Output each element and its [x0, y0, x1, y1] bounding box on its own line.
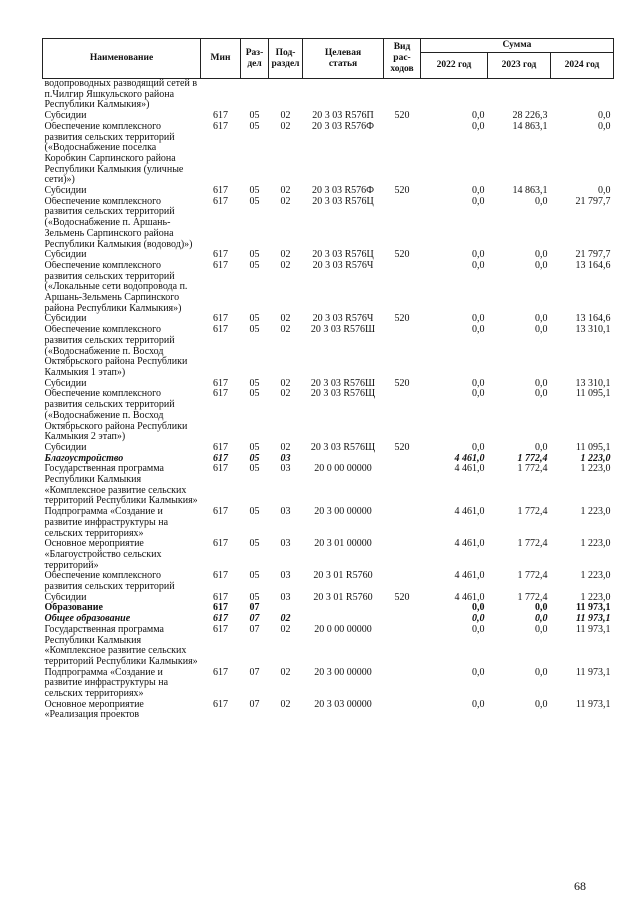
row-podrazdel [269, 603, 303, 614]
table-row [43, 250, 614, 261]
row-target-article: 20 3 03 R576Щ [310, 442, 376, 453]
row-sum-2023: 14 863,1 [512, 121, 548, 132]
header-min: Мин [201, 39, 241, 79]
row-razdel: 05 [249, 464, 260, 475]
row-podrazdel: 02 [280, 667, 291, 678]
row-name: Обеспечение комплексного развития сельских территорий («Водоснабжение поселка Коробкин Сарпинского района Республики Калмыкия (уличные сети)») [44, 121, 184, 186]
row-sum-2022: 0,0 [472, 250, 485, 261]
row-expense-type [384, 464, 421, 507]
row-sum-2023: 1 772,4 [517, 539, 548, 550]
row-razdel: 07 [249, 624, 260, 635]
table-row [43, 571, 614, 592]
table-row [43, 454, 614, 465]
row-sum-2024: 11 973,1 [575, 624, 611, 635]
row-expense-type [384, 571, 421, 592]
row-sum-2024: 1 223,0 [580, 507, 611, 518]
row-min: 617 [213, 453, 228, 464]
table-row [43, 389, 614, 443]
row-podrazdel: 03 [280, 571, 291, 582]
table-row [43, 443, 614, 454]
row-sum-2023: 0,0 [535, 325, 548, 336]
row-expense-type [384, 614, 421, 625]
row-expense-type [384, 197, 421, 251]
row-razdel: 05 [249, 571, 260, 582]
row-sum-2024: 1 223,0 [580, 592, 611, 603]
row-min: 617 [213, 378, 228, 389]
row-name: Субсидии [44, 442, 87, 453]
row-min: 617 [213, 571, 228, 582]
header-year-2024: 2024 год [551, 53, 614, 79]
row-name: Субсидии [44, 186, 87, 197]
row-razdel: 05 [249, 314, 260, 325]
table-row [43, 539, 614, 571]
row-sum-2022: 4 461,0 [454, 464, 485, 475]
row-sum-2023 [488, 79, 551, 112]
row-name: Субсидии [44, 314, 87, 325]
row-sum-2022: 0,0 [472, 624, 485, 635]
table-row [43, 186, 614, 197]
row-razdel: 07 [249, 667, 260, 678]
row-sum-2024: 0,0 [598, 111, 611, 122]
row-sum-2022: 0,0 [472, 442, 485, 453]
row-sum-2022: 0,0 [472, 325, 485, 336]
row-name: водопроводных разводящий сетей в п.Чилгир Яшкульского района Республики Калмыкия») [44, 78, 198, 111]
table-row [43, 668, 614, 700]
header-year-2022: 2022 год [421, 53, 488, 79]
row-sum-2023: 1 772,4 [517, 464, 548, 475]
row-sum-2023: 1 772,4 [517, 453, 548, 464]
row-sum-2022: 0,0 [472, 121, 485, 132]
row-expense-type [384, 79, 421, 112]
table-body [43, 79, 614, 722]
row-sum-2023: 0,0 [535, 378, 548, 389]
row-sum-2023: 0,0 [535, 699, 548, 710]
row-sum-2022: 0,0 [472, 614, 485, 625]
row-podrazdel: 02 [280, 186, 291, 197]
row-min: 617 [213, 186, 228, 197]
row-sum-2024: 13 310,1 [575, 325, 611, 336]
row-target-article: 20 3 03 00000 [314, 699, 372, 710]
row-podrazdel: 03 [280, 464, 291, 475]
row-podrazdel: 03 [280, 539, 291, 550]
row-sum-2024: 1 223,0 [580, 539, 611, 550]
row-sum-2023: 0,0 [535, 442, 548, 453]
row-min: 617 [213, 603, 228, 614]
row-sum-2024: 11 973,1 [575, 699, 611, 710]
row-target-article: 20 0 00 00000 [314, 624, 372, 635]
row-sum-2022: 0,0 [472, 314, 485, 325]
row-razdel: 07 [249, 603, 260, 614]
row-name: Обеспечение комплексного развития сельских территорий («Водоснабжение п. Восход Октябрьского района Республики Калмыкия 2 этап») [44, 389, 188, 443]
row-sum-2023: 0,0 [535, 389, 548, 400]
row-name: Субсидии [44, 592, 87, 603]
row-podrazdel: 02 [280, 378, 291, 389]
row-podrazdel: 02 [280, 314, 291, 325]
row-sum-2023: 0,0 [535, 667, 548, 678]
row-expense-type [384, 507, 421, 539]
row-sum-2024: 11 973,1 [576, 614, 611, 625]
row-target-article: 20 3 03 R576Ч [312, 260, 374, 271]
row-name: Основное мероприятие «Реализация проектов [44, 699, 144, 721]
row-name: Государственная программа Республики Калмыкия «Комплексное развитие сельских территорий Республики Калмыкия» [44, 464, 198, 507]
row-min: 617 [213, 260, 228, 271]
row-name: Государственная программа Республики Калмыкия «Комплексное развитие сельских территорий Республики Калмыкия» [44, 624, 198, 667]
row-podrazdel [269, 79, 303, 112]
row-podrazdel: 02 [280, 699, 291, 710]
row-target-article: 20 3 03 R576Ш [310, 378, 376, 389]
table-row [43, 314, 614, 325]
row-target-article [303, 603, 384, 614]
row-razdel: 05 [249, 389, 260, 400]
row-sum-2023: 1 772,4 [517, 592, 548, 603]
row-sum-2023: 14 863,1 [512, 186, 548, 197]
row-razdel: 05 [249, 250, 260, 261]
row-sum-2024: 13 164,6 [575, 314, 611, 325]
row-sum-2022: 4 461,0 [454, 507, 485, 518]
row-razdel: 05 [249, 121, 260, 132]
row-min: 617 [213, 389, 228, 400]
row-target-article: 20 3 03 R576Ф [311, 121, 375, 132]
table-row [43, 464, 614, 507]
row-sum-2024: 13 310,1 [575, 378, 611, 389]
row-podrazdel: 02 [280, 111, 291, 122]
row-name: Обеспечение комплексного развития сельских территорий [44, 571, 175, 593]
row-podrazdel: 03 [280, 592, 291, 603]
header-expense-type: Вид рас- ходов [384, 39, 421, 79]
row-sum-2022: 4 461,0 [454, 592, 485, 603]
row-min: 617 [213, 624, 228, 635]
row-sum-2023: 0,0 [535, 250, 548, 261]
row-min: 617 [213, 250, 228, 261]
row-podrazdel: 02 [280, 196, 291, 207]
row-expense-type [384, 122, 421, 186]
row-min: 617 [213, 464, 228, 475]
row-name: Подпрограмма «Создание и развитие инфраструктуры на сельских территориях» [44, 667, 169, 700]
row-name: Подпрограмма «Создание и развитие инфраструктуры на сельских территориях» [44, 507, 169, 539]
row-razdel: 07 [249, 614, 260, 625]
row-min: 617 [213, 539, 228, 550]
row-sum-2024: 1 223,0 [580, 453, 611, 464]
row-min: 617 [213, 196, 228, 207]
row-expense-type [384, 389, 421, 443]
row-min: 617 [213, 507, 228, 518]
row-target-article: 20 0 00 00000 [314, 464, 372, 475]
row-min: 617 [213, 111, 228, 122]
row-min: 617 [213, 592, 228, 603]
row-target-article: 20 3 01 R5760 [313, 571, 373, 582]
row-name: Общее образование [44, 614, 131, 625]
row-sum-2023: 0,0 [535, 614, 548, 625]
row-expense-type [384, 261, 421, 315]
row-min: 617 [213, 325, 228, 336]
row-sum-2022: 4 461,0 [454, 453, 485, 464]
row-sum-2023: 0,0 [535, 314, 548, 325]
row-name: Обеспечение комплексного развития сельских территорий («Локальные сети водопровода п. Аршань-Зельмень Сарпинского района Республики Калмыкия») [44, 260, 188, 314]
row-min: 617 [213, 442, 228, 453]
row-sum-2024: 21 797,7 [575, 250, 611, 261]
header-year-2023: 2023 год [488, 53, 551, 79]
row-target-article: 20 3 03 R576Ц [312, 250, 374, 261]
row-razdel: 05 [249, 111, 260, 122]
row-sum-2022: 0,0 [472, 389, 485, 400]
row-name: Образование [44, 603, 103, 614]
row-target-article: 20 3 01 00000 [314, 539, 372, 550]
row-sum-2024: 11 095,1 [575, 442, 611, 453]
table-row [43, 507, 614, 539]
row-target-article [303, 454, 384, 465]
row-expense-type: 520 [394, 111, 410, 122]
row-sum-2022: 0,0 [472, 260, 485, 271]
row-sum-2024: 11 973,1 [576, 603, 611, 614]
table-row [43, 700, 614, 721]
row-sum-2022: 0,0 [472, 667, 485, 678]
table-row [43, 197, 614, 251]
row-sum-2022: 0,0 [472, 111, 485, 122]
row-target-article: 20 3 01 R5760 [313, 592, 373, 603]
row-expense-type: 520 [394, 186, 410, 197]
row-target-article: 20 3 03 R576Щ [310, 389, 376, 400]
row-sum-2023: 28 226,3 [512, 111, 548, 122]
table-row [43, 111, 614, 122]
row-razdel: 05 [249, 592, 260, 603]
row-podrazdel: 02 [280, 614, 291, 625]
row-target-article: 20 3 03 R576П [312, 111, 374, 122]
header-summa: Сумма [421, 39, 614, 53]
row-min [201, 79, 241, 112]
row-sum-2023: 0,0 [535, 624, 548, 635]
table-row [43, 603, 614, 614]
row-razdel: 05 [249, 325, 260, 336]
row-target-article [303, 614, 384, 625]
row-expense-type [384, 454, 421, 465]
header-target-article: Целевая статья [303, 39, 384, 79]
row-sum-2022: 4 461,0 [454, 571, 485, 582]
row-sum-2024 [551, 79, 614, 112]
row-target-article: 20 3 03 R576Ф [311, 186, 375, 197]
row-podrazdel: 02 [280, 121, 291, 132]
row-sum-2024: 1 223,0 [580, 464, 611, 475]
row-podrazdel: 02 [280, 325, 291, 336]
row-razdel [241, 79, 269, 112]
row-sum-2023: 0,0 [535, 196, 548, 207]
header-razdel: Раз- дел [241, 39, 269, 79]
row-expense-type: 520 [394, 378, 410, 389]
row-razdel: 05 [249, 260, 260, 271]
row-min: 617 [213, 121, 228, 132]
row-expense-type: 520 [394, 592, 410, 603]
row-name: Основное мероприятие «Благоустройство сельских территорий» [44, 539, 162, 571]
row-razdel: 05 [249, 442, 260, 453]
row-podrazdel: 02 [280, 389, 291, 400]
row-expense-type [384, 539, 421, 571]
row-sum-2023: 1 772,4 [517, 507, 548, 518]
table-row [43, 79, 614, 112]
row-sum-2023: 1 772,4 [517, 571, 548, 582]
row-sum-2022: 0,0 [472, 196, 485, 207]
table-row [43, 261, 614, 315]
row-name: Обеспечение комплексного развития сельских территорий («Водоснабжение п. Аршань-Зельмень Сарпинского района Республики Калмыкия (водовод)») [44, 196, 193, 250]
row-razdel: 05 [249, 378, 260, 389]
row-name: Благоустройство [44, 453, 124, 464]
row-name: Субсидии [44, 378, 87, 389]
row-podrazdel: 03 [280, 507, 291, 518]
row-target-article: 20 3 03 R576Ш [310, 325, 376, 336]
table-row [43, 122, 614, 186]
row-sum-2022: 0,0 [472, 699, 485, 710]
row-expense-type [384, 700, 421, 721]
row-podrazdel: 02 [280, 250, 291, 261]
table-row [43, 325, 614, 379]
row-sum-2024: 21 797,7 [575, 196, 611, 207]
row-sum-2024: 13 164,6 [575, 260, 611, 271]
row-sum-2022: 0,0 [472, 186, 485, 197]
table-header [43, 39, 614, 79]
row-expense-type: 520 [394, 442, 410, 453]
row-min: 617 [213, 699, 228, 710]
row-podrazdel: 03 [280, 453, 291, 464]
row-name: Субсидии [44, 111, 87, 122]
row-sum-2022: 4 461,0 [454, 539, 485, 550]
row-target-article: 20 3 03 R576Ц [312, 196, 374, 207]
row-sum-2022: 0,0 [472, 378, 485, 389]
row-min: 617 [213, 314, 228, 325]
row-sum-2024: 11 973,1 [575, 667, 611, 678]
row-sum-2024: 0,0 [598, 121, 611, 132]
row-razdel: 05 [249, 453, 260, 464]
row-sum-2022 [421, 79, 488, 112]
row-target-article: 20 3 00 00000 [314, 667, 372, 678]
row-name: Обеспечение комплексного развития сельских территорий («Водоснабжение п. Восход Октябрьского района Республики Калмыкия 1 этап») [44, 325, 188, 378]
row-sum-2024: 11 095,1 [575, 389, 611, 400]
row-expense-type [384, 625, 421, 668]
row-sum-2024: 0,0 [598, 186, 611, 197]
budget-document-page [42, 38, 613, 721]
page-number: 68 [574, 879, 586, 893]
row-expense-type [384, 325, 421, 379]
table-row [43, 614, 614, 625]
row-expense-type: 520 [394, 314, 410, 325]
row-sum-2023: 0,0 [535, 260, 548, 271]
header-name: Наименование [43, 39, 201, 79]
table-row [43, 625, 614, 668]
row-razdel: 07 [249, 699, 260, 710]
row-expense-type: 520 [394, 250, 410, 261]
row-expense-type [384, 603, 421, 614]
row-sum-2022: 0,0 [472, 603, 485, 614]
row-razdel: 05 [249, 507, 260, 518]
row-expense-type [384, 668, 421, 700]
header-podrazdel: Под- раздел [269, 39, 303, 79]
row-target-article: 20 3 00 00000 [314, 507, 372, 518]
row-podrazdel: 02 [280, 442, 291, 453]
row-target-article: 20 3 03 R576Ч [312, 314, 374, 325]
row-min: 617 [213, 667, 228, 678]
table-row [43, 379, 614, 390]
row-sum-2023: 0,0 [535, 603, 548, 614]
row-min: 617 [213, 614, 228, 625]
row-razdel: 05 [249, 196, 260, 207]
row-name: Субсидии [44, 250, 87, 261]
row-podrazdel: 02 [280, 624, 291, 635]
budget-table [42, 38, 614, 721]
row-target-article [303, 79, 384, 112]
table-row [43, 593, 614, 604]
row-razdel: 05 [249, 186, 260, 197]
row-podrazdel: 02 [280, 260, 291, 271]
row-sum-2024: 1 223,0 [580, 571, 611, 582]
row-razdel: 05 [249, 539, 260, 550]
